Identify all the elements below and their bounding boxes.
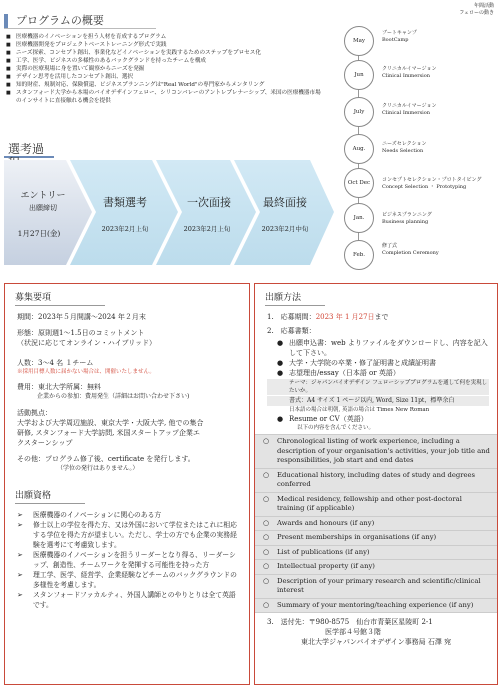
bullet-icon: ● — [277, 415, 284, 423]
timeline-header-line: フェローの動き — [459, 10, 494, 16]
annual-timeline — [336, 0, 500, 272]
timeline-header — [436, 3, 494, 17]
deadline-label: 1. 応募期間： — [267, 313, 316, 321]
cv-requirement: ○ List of publications (if any) — [255, 545, 497, 560]
doc-text: Resume or CV（英語） — [289, 415, 368, 423]
cv-note: 以下の内容を含んでください。 — [297, 425, 375, 431]
deadline-line — [267, 312, 489, 322]
bullet-icon: ● — [277, 339, 284, 347]
timeline-node: Jun — [344, 60, 374, 90]
cv-requirement: ○ Intellectual property (if any) — [255, 559, 497, 574]
base-text: 大学および大学周辺施設、東京大学・大阪大学, 他での集合 — [17, 419, 204, 427]
overview-title: プログラムの概要 — [4, 14, 156, 29]
timeline-label — [382, 103, 498, 117]
timeline-label — [382, 177, 498, 191]
overview-list — [4, 33, 332, 105]
timeline-label-jp: ブートキャンプ — [382, 30, 417, 36]
form-text: 形態：原則週1～1.5日のコミットメント — [17, 329, 145, 337]
qualification-item: ➢ 修士以上の学位を得た方、又は外国において学位またはこれに相応する学位を得た方が望ましい。ただし、学士の方でも企業の実務経験を選考にて考慮致します。 — [5, 520, 241, 550]
timeline-label-en: Completion Ceremony — [382, 250, 439, 256]
overview-item: ■ ニーズ探索、コンセプト創出、事業化などイノベーションを実践するためのステップをプロセス化 — [4, 49, 332, 57]
qualification-item: ➢ スタンフォードファカルティ、外国人講師とのやりとりは全て英語です。 — [5, 590, 241, 610]
people-text: 人数：3～4 名 １チーム — [17, 359, 94, 367]
overview-item: ■ 医療機器開発をプロジェクトベーストレーニング形式で実践 — [4, 41, 332, 49]
cv-requirements-list — [255, 434, 497, 613]
timeline-node: July — [344, 97, 374, 127]
cv-requirement: ○ Awards and honours (if any) — [255, 516, 497, 531]
overview-item: ■ 工学、医学、ビジネスの多様性のあるバックグランドを持ったチームを構成 — [4, 57, 332, 65]
timeline-label — [382, 30, 498, 44]
timeline-node: Jan. — [344, 203, 374, 233]
send-address: 3. 送付先：〒980-8575 仙台市青葉区星陵町 2-1 — [267, 618, 433, 626]
bullet-icon: ● — [277, 359, 284, 367]
cv-requirement: ○ Summary of your mentoring/teaching experience (if any) — [255, 598, 497, 614]
stage-title: 一次面接 — [187, 196, 231, 209]
doc-text: 出願申込書：web よりファイルをダウンロードし、内容を記入して下さい。 — [289, 339, 488, 357]
other-text: その他：プログラム修了後、certificate を発行します。 — [17, 455, 195, 463]
fee-text: 費用：東北大学所属：無料 — [17, 383, 101, 391]
qualification-list — [5, 510, 249, 610]
qualification-item: ➢ 理工学、医学、経営学、企業経験などチームのバックグラウンドの多様性を考慮します。 — [5, 570, 241, 590]
doc-text: 大学・大学院の卒業・修了証明書と成績証明書 — [289, 359, 436, 367]
deadline-date: 2023 年 1 月27日 — [315, 313, 375, 321]
deadline-suffix: まで — [374, 313, 389, 321]
other-text-note: （学位の発行はありません。） — [57, 465, 139, 472]
stage-subtitle: 出願締切 — [29, 204, 57, 212]
doc-item — [267, 414, 489, 424]
doc-item — [267, 338, 489, 358]
docs-title: 2. 応募書類： — [267, 327, 316, 335]
timeline-label-en: BootCamp — [382, 37, 409, 43]
timeline-node: Feb. — [344, 240, 374, 270]
application-title: 出願方法 — [265, 290, 325, 306]
selection-process — [4, 142, 334, 272]
cv-requirement: ○ Present memberships in organisations (if any) — [255, 530, 497, 545]
timeline-label — [382, 212, 498, 226]
timeline-label-jp: ビジネスプランニング — [382, 212, 432, 218]
timeline-label-en: Needs Selection — [382, 148, 424, 154]
timeline-header-line: 年間活動 — [473, 3, 494, 9]
qualification-item: ➢ 医療機器のイノベーションを担うリーダーとなり得る、リーダーシップ、創造性、チームワークを発揮する可能性を持った方 — [5, 550, 241, 570]
timeline-label-en: Business planning — [382, 219, 429, 225]
cv-requirement: ○ Medical residency, fellowship and other post-doctoral training (if applicable) — [255, 492, 497, 516]
timeline-label-jp: コンセプトセレクション・プロトタイピング — [382, 177, 482, 183]
timeline-node: Aug. — [344, 134, 374, 164]
form-text-note: （状況に応じてオンライン・ハイブリッド） — [17, 339, 157, 347]
stage-title: 最終面接 — [263, 196, 307, 209]
period-text: 期間：2023年５月開講～2024 年２月末 — [17, 313, 146, 321]
essay-format-note: 日本語の場合は明朝, 英語の場合は Times New Roman — [289, 407, 430, 413]
timeline-label-jp: クリニカルイマージョン — [382, 66, 437, 72]
qualification-item: ➢ 医療機器のイノベーションに関心のある方 — [5, 510, 241, 520]
timeline-label-jp: ニーズセレクション — [382, 141, 427, 147]
essay-format: 書式：A4 サイズ 1 ページ以内, Word, Size 11pt，標準余白 — [267, 396, 489, 406]
overview-item: ■ デザイン思考を活用したコンセプト創出、選択 — [4, 73, 332, 81]
timeline-node: May — [344, 26, 374, 56]
overview-item: ■ スタンフォード大学から本場のバイオデザインフェロー、シリコンバレーのアントレプレナーシップ、米国の医療機器市場のインサイトに直接触れる機会を提供 — [4, 89, 326, 105]
base-text: 研修, スタンフォード大学訪問, 米国スタートアップ企業エ — [17, 429, 200, 437]
bullet-icon: ● — [277, 369, 284, 377]
application-box — [254, 283, 498, 685]
send-address: 医学部４号館３階 — [325, 628, 381, 636]
stage-date: 1月27日(金) — [17, 229, 61, 238]
send-address: 東北大学ジャパンバイオデザイン事務局 石澤 宛 — [301, 638, 452, 646]
timeline-label-en: Clinical Immersion — [382, 110, 431, 116]
timeline-label-en: Concept Selection ・ Prototyping — [382, 184, 467, 190]
essay-theme: テーマ：ジャパンバイオデザイン フェローシッププログラムを通して何を実現したいか。 — [267, 379, 489, 395]
cv-requirement: ○ Chronological listing of work experience, including a description of your organisation's activities, your job title and responsibilities, job start and end dates — [255, 434, 497, 468]
timeline-label — [382, 141, 498, 155]
program-overview — [4, 14, 332, 139]
timeline-label-en: Clinical Immersion — [382, 73, 431, 79]
people-note: ※採用目標人数に届かない場合は、開催いたしません。 — [17, 369, 155, 375]
doc-item — [267, 358, 489, 368]
stage-date: 2023年2月中旬 — [261, 225, 309, 233]
stage-title: 書類選考 — [103, 196, 147, 209]
overview-item: ■ 医療機器のイノベーションを担う人材を育成するプログラム — [4, 33, 332, 41]
timeline-node: Oct Dec — [344, 168, 374, 198]
cv-requirement: ○ Educational history, including dates of study and degrees conferred — [255, 468, 497, 492]
stage-title: エントリー — [20, 191, 66, 201]
doc-item — [267, 368, 489, 378]
timeline-label — [382, 66, 498, 80]
base-text: クスターンシップ — [17, 439, 73, 447]
process-title: 選考過 — [4, 142, 54, 158]
overview-item: ■ 実際の医療現場に身を置いて観察からニーズを発掘 — [4, 65, 332, 73]
timeline-label — [382, 243, 498, 257]
timeline-label-jp: クリニカルイマージョン — [382, 103, 437, 109]
qualification-title: 出願資格 — [15, 488, 85, 504]
recruitment-box — [4, 283, 250, 685]
stage-date: 2023年2月上旬 — [183, 225, 231, 233]
base-label: 活動拠点： — [17, 409, 52, 417]
recruitment-title: 募集要項 — [15, 290, 105, 306]
fee-text-note: 企業からの参加：費用発生（詳細はお問い合わせ下さい) — [37, 393, 190, 400]
doc-text: 志望理由/essay（日本語 or 英語） — [289, 369, 400, 377]
timeline-label-jp: 修了式 — [382, 243, 398, 249]
cv-requirement: ○ Description of your primary research and scientific/clinical interest — [255, 574, 497, 598]
overview-item: ■ 知的財産、規制対応、保険償還、ビジネスプランニングは"Real World"の専門家からメンタリング — [4, 81, 332, 89]
stage-date: 2023年2月上旬 — [101, 225, 149, 233]
stage-entry — [8, 190, 78, 214]
